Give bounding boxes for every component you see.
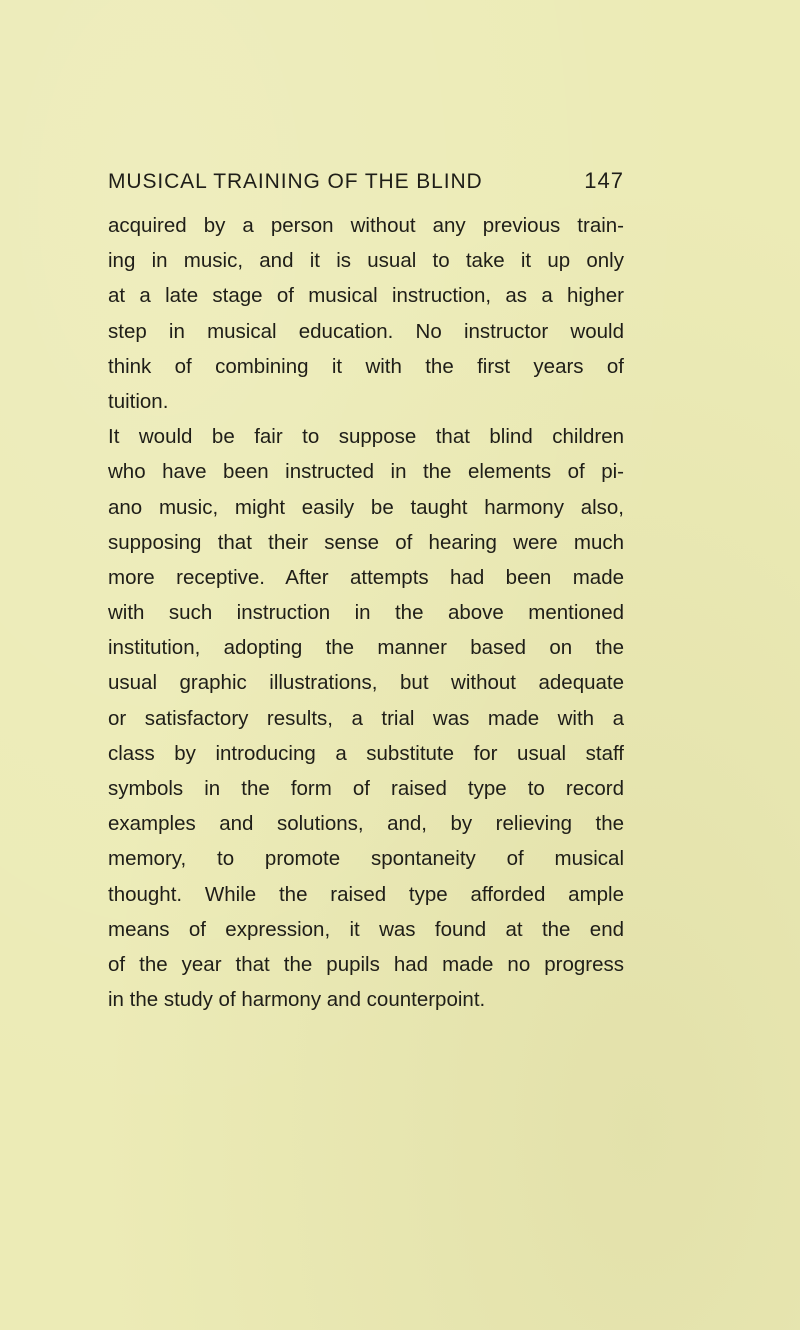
text-line: at a late stage of musical instruction, as a higher: [108, 284, 624, 308]
text-line: of the year that the pupils had made no progress: [108, 952, 624, 976]
text-line: examples and solutions, and, by relieving the: [108, 812, 624, 836]
text-line: thought. While the raised type afforded ample: [108, 882, 624, 906]
text-line: symbols in the form of raised type to record: [108, 777, 624, 800]
running-title: MUSICAL TRAINING OF THE BLIND: [108, 170, 483, 193]
text-line: usual graphic illustrations, but without adequate: [108, 671, 624, 695]
page-number: 147: [584, 168, 624, 193]
text-line: more receptive. After attempts had been made: [108, 565, 624, 589]
text-line: acquired by a person without any previous train-: [108, 214, 624, 237]
text-line: means of expression, it was found at the end: [108, 917, 624, 941]
text-line: or satisfactory results, a trial was made with a: [108, 706, 624, 730]
text-line: in the study of harmony and counterpoint.: [108, 988, 486, 1012]
body-text: [108, 208, 624, 1017]
text-line: memory, to promote spontaneity of musical: [108, 847, 624, 871]
text-line: ing in music, and it is usual to take it up only: [108, 249, 624, 273]
running-head: [108, 168, 624, 202]
text-line: step in musical education. No instructor would: [108, 319, 624, 343]
text-line: ano music, might easily be taught harmony also,: [108, 495, 624, 519]
text-line: tuition.: [108, 389, 169, 413]
text-line: supposing that their sense of hearing were much: [108, 530, 624, 554]
text-line: institution, adopting the manner based on the: [108, 636, 624, 660]
text-line: class by introducing a substitute for usual staff: [108, 741, 624, 765]
text-line: who have been instructed in the elements of pi-: [108, 460, 624, 484]
book-page: [108, 168, 624, 1017]
text-line: with such instruction in the above mentioned: [108, 601, 624, 625]
text-line: think of combining it with the first years of: [108, 354, 624, 378]
text-line: It would be fair to suppose that blind children: [108, 425, 624, 449]
